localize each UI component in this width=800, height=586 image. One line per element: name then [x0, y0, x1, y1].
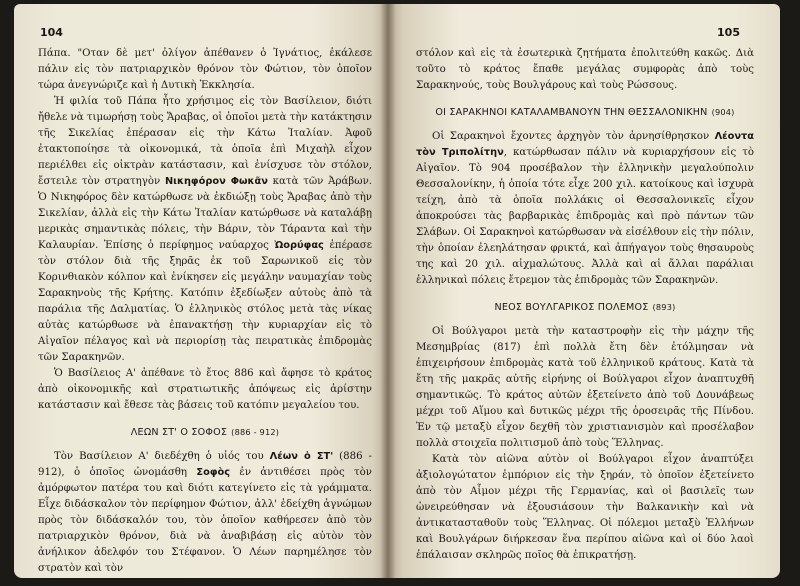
bold-name: Λέων ὁ ΣΤ'	[269, 451, 334, 462]
text-run: Τὸν Βασίλειον Α' διεδέχθη ὁ υἱός του	[54, 451, 270, 462]
paragraph	[416, 46, 754, 94]
heading-title: ΝΕΟΣ ΒΟΥΛΓΑΡΙΚΟΣ ΠΟΛΕΜΟΣ	[494, 302, 649, 313]
heading-years: (904)	[711, 107, 735, 117]
paragraph	[416, 452, 754, 564]
text-run: Ὁ Βασίλειος Α' ἀπέθανε τὸ ἔτος 886 καὶ ἄφησε τὸ κράτος ἀπὸ οἰκονομικῆς καὶ στρατιωτικῆς ἀπόψεως εἰς ἀρίστην κατάστασιν καὶ ἔθεσε τὰς βάσεις τοῦ κατόπιν μεγαλείου του.	[38, 368, 372, 411]
text-run: ἐπέρασε τὸν στόλον διὰ τῆς ξηρᾶς ἐκ τοῦ Σαρωνικοῦ εἰς τὸν Κορινθιακὸν κόλπον καὶ ἐνίκησεν εἰς μεγάλην ναυμαχίαν τοὺς Σαρακηνοὺς τῆς Κρήτης. Κατόπιν ἐξεδίωξεν αὐτοὺς ἀπὸ τὰ παράλια τῆς Δαλματίας. Ὁ ἑλληνικὸς στόλος μετὰ τὰς νίκας αὐτὰς κατώρθωσε νὰ ἐπανακτήσῃ τὴν κυριαρχίαν εἰς τὸ Αἰγαῖον πέλαγος καὶ νὰ περιορίσῃ τὰς πειρατικὰς ἐπιδρομὰς τῶν Σαρακηνῶν.	[38, 240, 372, 363]
paragraph	[38, 449, 372, 577]
heading-title: ΟΙ ΣΑΡΑΚΗΝΟΙ ΚΑΤΑΛΑΜΒΑΝΟΥΝ ΤΗΝ ΘΕΣΣΑΛΟΝΙΚΗΝ	[435, 107, 708, 118]
bold-name: Λέοντα τὸν Τριπολίτην	[416, 131, 754, 158]
right-page	[388, 4, 780, 578]
text-run: Πάπα. "Οταν δὲ μετ' ὀλίγον ἀπέθανεν ὁ Ἰγνάτιος, ἐκάλεσε πάλιν εἰς τὸν πατριαρχικὸν θρόνον τὸν Φώτιον, τὸν ὁποῖον τώρα ἀνεγνώριζε καὶ ἡ Δυτικὴ Ἐκκλησία.	[38, 48, 372, 91]
text-run: (886 - 912), ὁ ὁποῖος ὠνομάσθη	[38, 451, 372, 478]
left-page	[14, 4, 388, 578]
text-run: ἐν ἀντιθέσει πρὸς τὸν ἀμόρφωτον πατέρα του καὶ διότι κατεγίνετο εἰς τὰ γράμματα. Εἶχε διδάσκαλον τὸν περίφημον Φώτιον, ἀλλ' ἐδείχθη ἀγνώμων πρὸς τὸν διδάσκαλόν του, τὸν ὁποῖον καθήρεσεν ἀπὸ τὸν πατριαρχικὸν θρόνον, διὰ νὰ ἀναβιβάσῃ εἰς αὐτὸν τὸν ἀνήλικον ἀδελφόν του Στέφανον. Ὁ Λέων παρημέλησε τὸν στρατὸν καὶ τὸν	[38, 467, 372, 574]
heading-years: (893)	[652, 302, 676, 312]
book-gutter	[380, 4, 396, 578]
section-heading-bulgarian-war	[416, 299, 754, 316]
paragraph	[416, 324, 754, 452]
paragraph	[38, 94, 372, 366]
right-page-text	[416, 46, 754, 564]
text-run: , κατώρθωσαν πάλιν νὰ κυριαρχήσουν εἰς τὸ Αἰγαῖον. Τὸ 904 προσέβαλον τὴν ἑλληνικὴν μεγαλούπολιν Θεσσαλονίκην, ἡ ὁποία τότε εἶχε 200 χιλ. κατοίκους καὶ ἰσχυρὰ τείχη, ἀπὸ τὰ ὁποῖα πολλάκις οἱ Θεσσαλονικεῖς εἶχον ἀποκρούσει τὰς βαρβαρικὰς ἐπιδρομὰς καὶ πρὸ πάντων τῶν Σλάβων. Οἱ Σαρακηνοὶ κατώρθωσαν νὰ εἰσέλθουν εἰς τὴν πόλιν, τὴν ὁποίαν ἐλεηλάτησαν φρικτά, καὶ ἀπήγαγον τοὺς θησαυροὺς της καὶ 20 χιλ. αἰχμαλώτους. Ἀλλὰ καὶ αἱ ἄλλαι παράλιαι ἑλληνικαὶ πόλεις ἔτρεμον τὰς ἐπιδρομὰς τῶν Σαρακηνῶν.	[416, 147, 754, 286]
text-run: κατὰ τῶν Ἀράβων. Ὁ Νικηφόρος δὲν κατώρθωσε νὰ ἐκδιώξῃ τοὺς Ἄραβας ἀπὸ τὴν Σικελίαν, ἀλλὰ εἰς τὴν Κάτω Ἰταλίαν κατώρθωσε νὰ καταλάβῃ μερικὰς σημαντικὰς πόλεις, τὴν Βάριν, τὸν Τάραντα καὶ τὴν Καλαυρίαν. Ἐπίσης ὁ περίφημος ναύαρχος	[38, 176, 372, 251]
bold-name: Νικηφόρον Φωκᾶν	[164, 176, 268, 187]
text-run: Ἡ φιλία τοῦ Πάπα ἦτο χρήσιμος εἰς τὸν Βασίλειον, διότι ἤθελε νὰ τιμωρήσῃ τοὺς Ἄραβας, οἱ ὁποῖοι μετὰ τὴν κατάκτησιν τῆς Σικελίας ἐπέρασαν εἰς τὴν Κάτω Ἰταλίαν. Ἀφοῦ ἐτακτοποίησε τὰ οἰκονομικά, τὰ ὁποῖα ἐπὶ Μιχαὴλ εἶχον περιέλθει εἰς οἰκτρὰν κατάστασιν, καὶ ἐνίσχυσε τὸν στόλον, ἔστειλε τὸν στρατηγὸν	[38, 96, 372, 187]
text-run: στόλον καὶ εἰς τὰ ἐσωτερικὰ ζητήματα ἐπολιτεύθη κακῶς. Διὰ τοῦτο τὸ κράτος ἔπαθε μεγάλας συμφορὰς ἀπὸ τοὺς Σαρακηνούς, τοὺς Βουλγάρους καὶ τοὺς Ρώσσους.	[416, 48, 754, 91]
right-section2	[416, 324, 754, 564]
right-intro	[416, 46, 754, 94]
paragraph	[38, 366, 372, 414]
left-paragraphs-after-heading	[38, 449, 372, 577]
heading-title: ΛΕΩΝ ΣΤ' Ο ΣΟΦΟΣ	[130, 427, 228, 438]
left-paragraphs	[38, 46, 372, 414]
page-number-left: 104	[40, 26, 63, 39]
text-run: Οἱ Σαρακηνοὶ ἔχοντες ἀρχηγὸν τὸν ἀρνησίθρησκον	[432, 131, 715, 142]
paragraph	[416, 129, 754, 289]
bold-name: Σοφὸς	[196, 467, 231, 478]
paragraph	[38, 46, 372, 94]
page-number-right: 105	[717, 26, 740, 39]
bold-name: Ὠορύφας	[274, 240, 324, 251]
right-section1	[416, 129, 754, 289]
left-page-text	[38, 46, 372, 577]
section-heading-leo	[38, 424, 372, 441]
heading-years: (886 - 912)	[231, 427, 280, 437]
section-heading-saracens	[416, 104, 754, 121]
text-run: Κατὰ τὸν αἰῶνα αὐτὸν οἱ Βούλγαροι εἶχον ἀναπτύξει ἀξιολογώτατον ἐμπόριον εἰς τὴν ξηράν, τὸ ὁποῖον ἐξετείνετο ἀπὸ τὸν Αἷμον μέχρι τῆς Γερμανίας, καὶ οἱ βασιλεῖς των ὠνειρεύθησαν νὰ ἐξουσιάσουν τὴν Βαλκανικὴν καὶ νὰ ἀντικατασταθοῦν τοὺς Ἕλληνας. Οἱ πόλεμοι μεταξὺ Ἑλλήνων καὶ Βουλγάρων διήρκεσαν ἕνα περίπου αἰῶνα καὶ οἱ δύο λαοὶ ἐπάλαισαν σκληρῶς ποῖος θὰ ἐπικρατήσῃ.	[416, 454, 754, 561]
text-run: Οἱ Βούλγαροι μετὰ τὴν καταστροφὴν εἰς τὴν μάχην τῆς Μεσημβρίας (817) ἐπὶ πολλὰ ἔτη δὲν ἐτόλμησαν νὰ ἐπιχειρήσουν ἐπιδρομὰς κατὰ τοῦ ἑλληνικοῦ κράτους. Κατὰ τὰ ἔτη τῆς μακρᾶς αὐτῆς εἰρήνης οἱ Βούλγαροι εἶχον ἀναπτυχθῆ σημαντικῶς. Τὸ κράτος αὐτῶν ἐξετείνετο ἀπὸ τοῦ Δουνάβεως μέχρι τοῦ Αἵμου καὶ δυτικῶς μέχρι τῆς ὀροσειρᾶς τῆς Πίνδου. Ἐν τῷ μεταξὺ εἶχον δεχθῆ τὸν χριστιανισμὸν καὶ προσέλαβον πολλὰ στοιχεῖα πολιτισμοῦ ἀπὸ τοὺς Ἕλληνας.	[416, 326, 754, 449]
